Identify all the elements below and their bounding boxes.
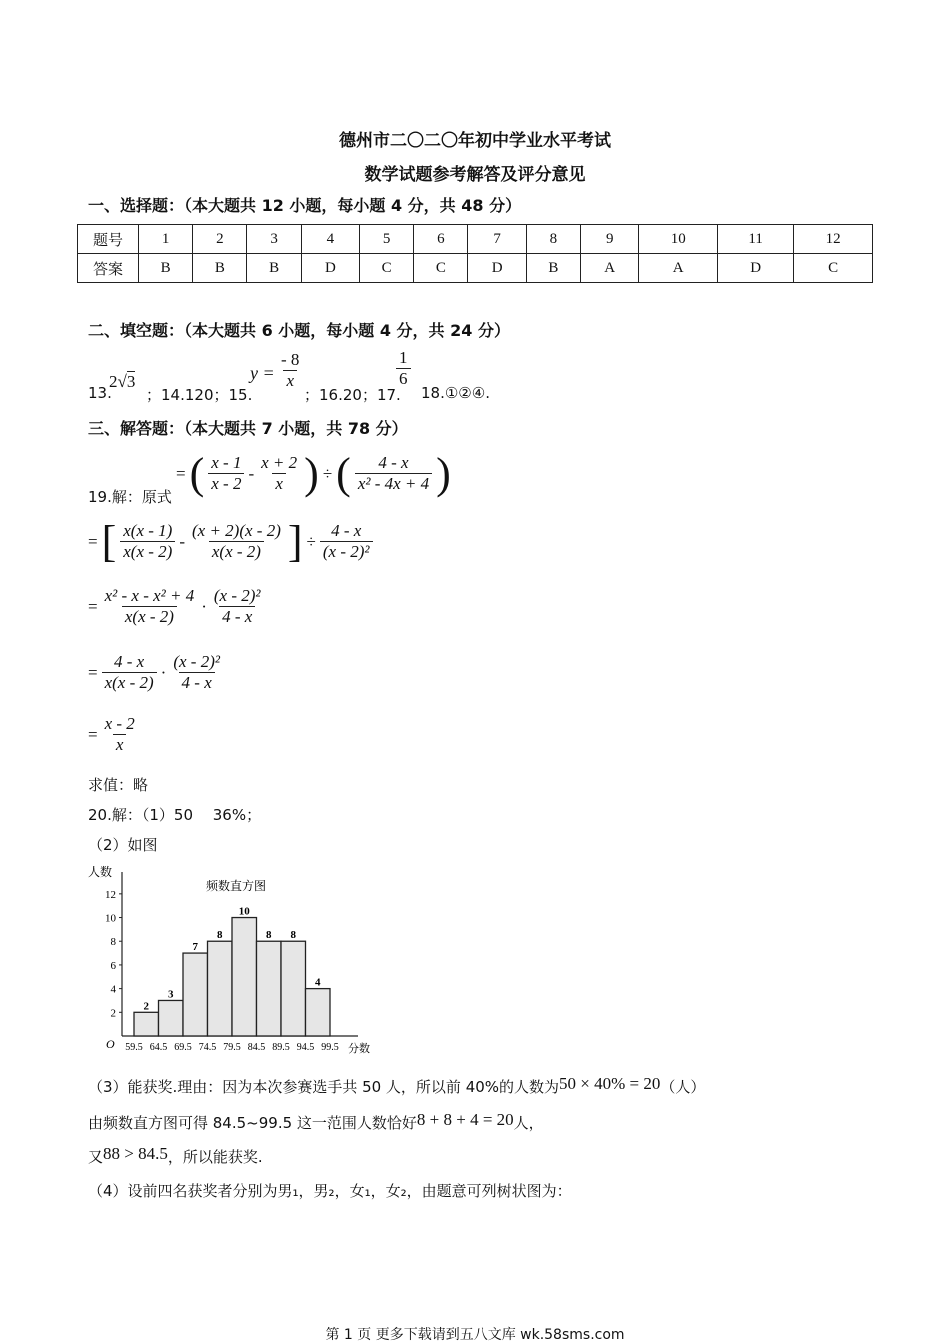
question-header: 题号 [78,225,139,254]
q19-label: 19.解：原式 [88,488,172,506]
chart-ylabel: 人数 [88,865,113,879]
chart-bars [134,906,330,1036]
section1-heading: 一、选择题：（本大题共 12 小题，每小题 4 分，共 48 分） [88,196,522,215]
bracket-right: ] [287,517,303,566]
frac-den: x(x - 2) [102,672,157,693]
q20-part1: 20.解：（1）50 36%； [88,806,262,824]
q20-part3-line2 [88,1110,544,1133]
answer-cell: D [301,254,359,283]
question-number: 8 [526,225,580,254]
q20-part2: （2）如图 [88,836,158,854]
histogram-bar [208,941,233,1036]
frac-den: x [272,473,286,494]
question-number: 9 [581,225,639,254]
question-number: 5 [360,225,414,254]
x-tick-label: 69.5 [174,1042,192,1053]
equals-sign: = [88,662,98,682]
histogram-chart [88,860,388,1060]
bar-value-label: 8 [217,929,223,942]
y-tick-label: 2 [110,1007,116,1020]
question-row [78,225,873,254]
bracket-left: [ [101,517,117,566]
q20-part4: （4）设前四名获奖者分别为男₁，男₂，女₁，女₂，由题意可列树状图为： [88,1182,572,1200]
bar-value-label: 2 [143,1000,149,1013]
histogram-bar [232,918,257,1036]
chart-xlabel: 分数 [348,1043,370,1055]
frac-den: (x - 2)² [320,541,373,562]
bar-value-label: 8 [266,929,272,942]
frac-num: 4 - x [114,652,145,671]
q19-line3 [88,586,264,627]
q13-label: 13. [88,384,112,402]
equals-sign: = [88,531,98,551]
answer-cell: A [639,254,718,283]
q20-part3b-tail: 人， [513,1114,544,1132]
sqrt-symbol: √ [117,372,127,391]
equals-sign: = [88,724,98,744]
q16-q17-text: ；16.20；17. [304,386,401,404]
doc-title: 德州市二〇二〇年初中学业水平考试 [339,131,611,151]
frac-num: 4 - x [378,453,409,472]
q17-num: 1 [399,348,408,367]
paren-left: ( [336,449,351,498]
q17-den: 6 [396,368,411,389]
bar-value-label: 4 [315,976,321,989]
question-number: 6 [414,225,468,254]
question-number: 3 [247,225,301,254]
q20-part3c-math: 88 > 84.5 [103,1144,168,1163]
doc-subtitle: 数学试题参考解答及评分意见 [364,165,586,185]
q15-fraction [278,350,302,391]
q19-line1 [176,448,451,499]
question-number: 12 [794,225,873,254]
q20-part3-text: （3）能获奖.理由：因为本次参赛选手共 50 人，所以前 40%的人数为 [88,1078,560,1096]
histogram-bar [306,989,331,1036]
q18-answer: 18.①②④. [421,384,490,402]
y-tick-label: 6 [110,959,116,972]
y-tick-label: 12 [105,888,116,901]
page-footer: 第 1 页 更多下载请到五八文库 wk.58sms.com [325,1327,625,1343]
x-tick-label: 94.5 [296,1042,315,1053]
frac-den: x(x - 2) [120,541,175,562]
x-tick-label: 99.5 [321,1042,339,1053]
dot-sign: · [201,596,207,616]
q15-num: - 8 [281,350,300,369]
q17-fraction [396,348,411,389]
frac-num: (x - 2)² [213,586,261,605]
frac-num: x - 2 [104,714,135,733]
y-tick-label: 4 [110,983,116,996]
y-tick-label: 10 [105,912,116,925]
q15-y: y = [250,363,275,383]
answer-cell: B [526,254,580,283]
frac-num: x(x - 1) [123,521,173,540]
answer-cell: A [581,254,639,283]
equals-sign: = [88,596,98,616]
frac-den: 4 - x [219,606,255,627]
frac-den: x² - 4x + 4 [355,473,432,494]
frac-den: x - 2 [208,473,244,494]
divide-sign: ÷ [306,531,316,551]
frac-num: x² - x - x² + 4 [104,586,195,605]
paren-right: ) [436,449,451,498]
q20-part3-tail: （人） [660,1078,706,1096]
q13-answer [109,372,135,392]
q20-part3c-head: 又 [88,1148,104,1166]
q14-q15-text: ；14.120；15. [146,386,253,404]
q13-coef: 2 [109,372,118,391]
divide-sign: ÷ [322,463,333,483]
answer-table [77,224,873,283]
x-tick-label: 74.5 [198,1042,217,1053]
frac-num: (x - 2)² [173,652,220,671]
bar-value-label: 8 [290,929,296,942]
frac-num: 4 - x [331,521,362,540]
answer-header: 答案 [78,254,139,283]
frac-den: x(x - 2) [209,541,264,562]
paren-left: ( [189,449,205,498]
section2-heading: 二、填空题：（本大题共 6 小题，每小题 4 分，共 24 分） [88,321,510,340]
x-tick-label: 89.5 [272,1042,290,1053]
equals-sign: = [176,463,186,483]
answer-cell: D [468,254,526,283]
histogram-bar [134,1012,159,1036]
q20-part3-math: 50 × 40% = 20 [559,1074,661,1093]
question-number: 7 [468,225,526,254]
bar-value-label: 10 [238,905,250,918]
histogram-bar [183,953,208,1036]
bar-value-label: 3 [168,988,174,1001]
q20-part3b-text: 由频数直方图可得 84.5~99.5 这一范围人数恰好 [88,1114,417,1132]
q19-line2 [88,516,373,567]
question-number: 2 [193,225,247,254]
answer-cell: C [414,254,468,283]
frac-den: x(x - 2) [122,606,177,627]
q20-part3c-tail: ，所以能获奖. [167,1148,263,1166]
x-tick-label: 84.5 [247,1042,266,1053]
paren-right: ) [304,449,319,498]
question-number: 1 [139,225,193,254]
answer-cell: C [794,254,873,283]
q19-line4 [88,652,223,693]
histogram-bar [159,1000,184,1036]
q20-part3-line1 [88,1074,705,1097]
x-tick-label: 59.5 [125,1042,143,1053]
q15-den: x [283,370,297,391]
minus-sign: - [179,531,185,551]
x-tick-label: 64.5 [149,1042,168,1053]
answer-cell: B [247,254,301,283]
question-number: 11 [718,225,794,254]
answer-row [78,254,873,283]
q13-radicand: 3 [126,372,136,391]
chart-title: 频数直方图 [206,879,267,893]
chart-origin: O [106,1037,115,1051]
x-tick-label: 79.5 [223,1042,241,1053]
answer-cell: C [360,254,414,283]
q20-part3b-math: 8 + 8 + 4 = 20 [416,1110,514,1129]
answer-cell: B [139,254,193,283]
question-number: 4 [301,225,359,254]
q19-line5 [88,714,138,755]
answer-cell: D [718,254,794,283]
question-number: 10 [639,225,718,254]
frac-num: x + 2 [261,453,298,472]
frac-num: x - 1 [211,453,242,472]
section3-heading: 三、解答题：（本大题共 7 小题，共 78 分） [88,419,408,438]
q19-value: 求值：略 [88,776,149,794]
frac-den: x [113,734,127,755]
frac-den: 4 - x [179,672,215,693]
q20-part3-line3 [88,1144,263,1167]
y-tick-label: 8 [110,936,116,949]
minus-sign: - [248,463,255,483]
answer-cell: B [193,254,247,283]
frac-num: (x + 2)(x - 2) [192,521,281,540]
bar-value-label: 7 [192,941,198,954]
histogram-bar [281,941,306,1036]
dot-sign: · [160,662,167,682]
histogram-bar [257,941,282,1036]
